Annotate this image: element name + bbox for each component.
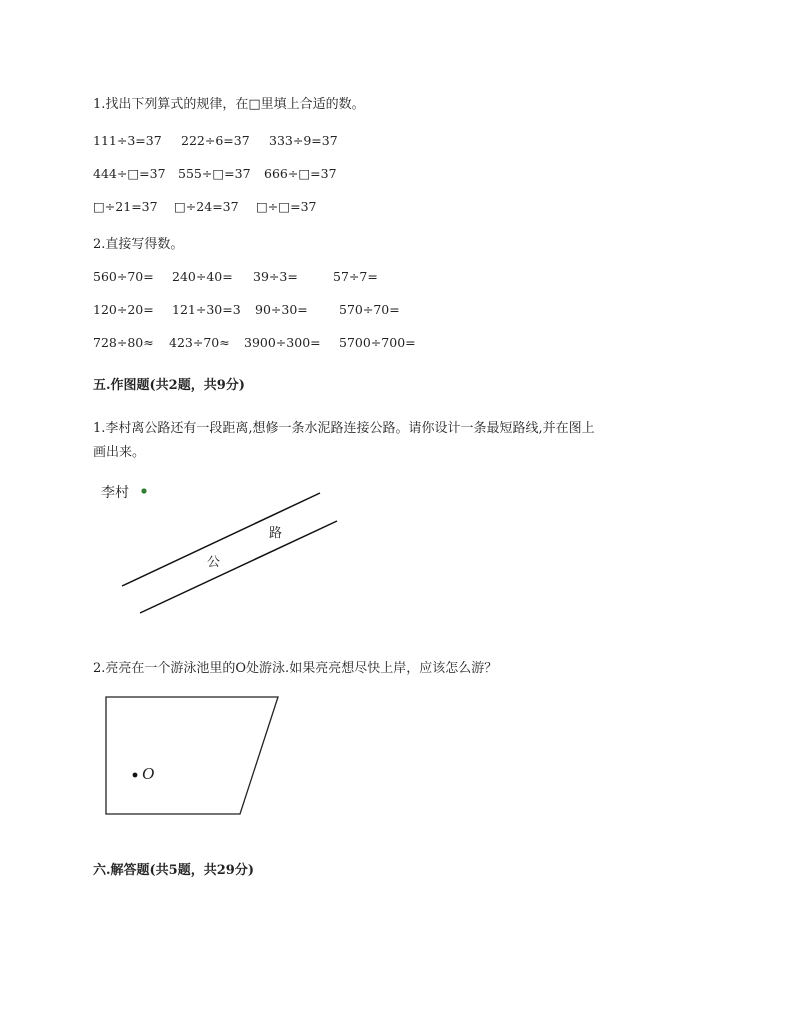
equation: 423÷70≈ [169, 335, 230, 350]
village-label: 李村 [101, 485, 129, 501]
q1-title: 1.找出下列算式的规律，在□里填上合适的数。 [93, 97, 365, 112]
question-text: 1.李村离公路还有一段距离,想修一条水泥路连接公路。请你设计一条最短路线,并在图上 [93, 421, 595, 436]
equation: 57÷7= [333, 269, 378, 284]
equation: 240÷40= [172, 269, 233, 284]
equation: 666÷□=37 [264, 166, 337, 181]
road-edge-lower [140, 521, 337, 613]
equation: □÷24=37 [174, 199, 239, 214]
section-heading: 六.解答题(共5题，共29分) [93, 863, 254, 878]
question-text-continued: 画出来。 [93, 445, 146, 460]
equation: 90÷30= [255, 302, 308, 317]
village-point [141, 488, 146, 493]
equation: 333÷9=37 [269, 133, 338, 148]
equation: 728÷80≈ [93, 335, 154, 350]
equation: 570÷70= [339, 302, 400, 317]
equation: 121÷30=3 [172, 302, 241, 317]
equation: 560÷70= [93, 269, 154, 284]
section-heading: 五.作图题(共2题，共9分) [93, 378, 245, 393]
pool-figure [100, 690, 285, 820]
road-label-gong: 公 [207, 555, 221, 570]
swimmer-point [133, 773, 138, 778]
equation: 555÷□=37 [178, 166, 251, 181]
equation: 5700÷700= [339, 335, 416, 350]
equation: 3900÷300= [244, 335, 321, 350]
equation: 120÷20= [93, 302, 154, 317]
point-label: O [142, 764, 155, 783]
road-edge-upper [122, 493, 320, 586]
equation: 111÷3=37 [93, 133, 162, 148]
road-figure [90, 470, 360, 630]
pool-outline [106, 697, 278, 814]
q2-title: 2.直接写得数。 [93, 237, 184, 252]
equation: 444÷□=37 [93, 166, 166, 181]
road-label-lu: 路 [269, 526, 283, 541]
question-text: 2.亮亮在一个游泳池里的O处游泳.如果亮亮想尽快上岸，应该怎么游？ [93, 661, 498, 676]
equation: 39÷3= [253, 269, 298, 284]
equation: □÷21=37 [93, 199, 158, 214]
equation: 222÷6=37 [181, 133, 250, 148]
equation: □÷□=37 [256, 199, 317, 214]
